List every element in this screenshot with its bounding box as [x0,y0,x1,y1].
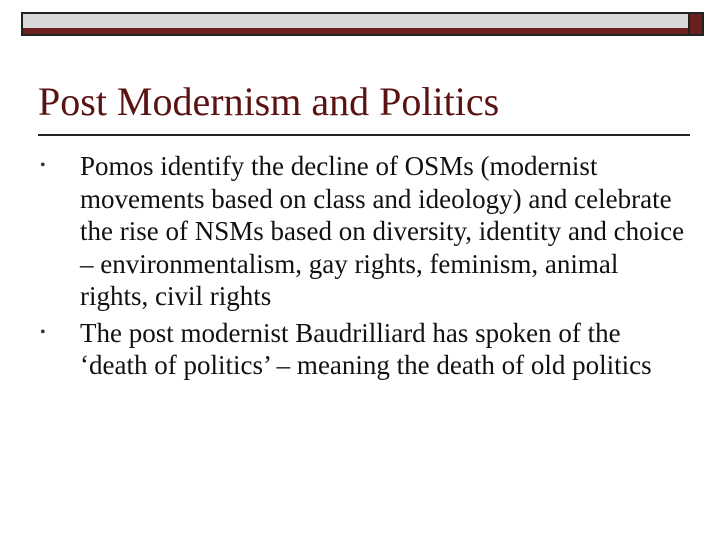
bullet-text: Pomos identify the decline of OSMs (modernist movements based on class and ideology) and celebrate the rise of NSMs based on diversity, identity and choice – environmentalism, gay rights, feminism, animal rights, civil rights [80,151,685,311]
bullet-icon: • [40,323,46,341]
bullet-item [40,150,690,313]
header-accent-stripe [23,28,702,34]
title-underline [38,134,690,136]
bullet-list [40,150,690,386]
bullet-icon: • [40,157,46,174]
header-decoration-bar [21,12,704,36]
bullet-item [40,317,690,382]
slide-title: Post Modernism and Politics [38,79,500,124]
bullet-text: The post modernist Baudrilliard has spoken of the ‘death of politics’ – meaning the death of old politics [80,317,652,380]
header-corner-square [688,12,704,36]
